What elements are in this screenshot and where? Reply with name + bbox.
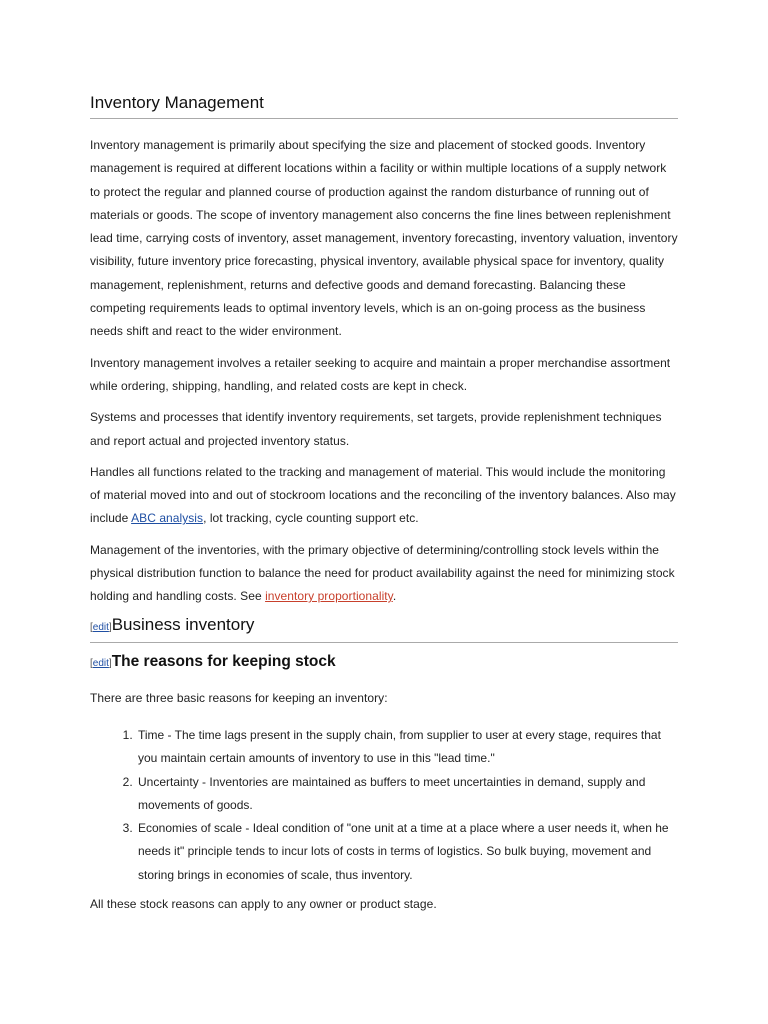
paragraph-systems: Systems and processes that identify inventory requirements, set targets, provide replenishment techniques and report actual and projected inventory status. — [90, 410, 662, 448]
text: Management of the inventories, with the primary objective of determining/controlling stock levels within the physical distribution function to balance the need for product availability against the need for minimizing stock holding and handling costs. See — [90, 542, 675, 604]
paragraph-retailer: Inventory management involves a retailer seeking to acquire and maintain a proper merchandise assortment while ordering, shipping, handling, and related costs are kept in check. — [90, 355, 671, 393]
edit-link[interactable]: edit — [92, 621, 109, 633]
page-title: Inventory Management — [90, 92, 678, 119]
list-item: 2. Uncertainty - Inventories are maintained as buffers to meet uncertainties in demand, supply and movements of goods. — [136, 771, 678, 818]
inventory-proportionality-link[interactable]: inventory proportionality — [265, 589, 393, 604]
section-heading-business-inventory — [90, 614, 678, 643]
paragraph-functions — [90, 461, 678, 531]
bracket-close: ] — [108, 621, 112, 633]
edit-bracket — [90, 622, 112, 633]
closing-paragraph: All these stock reasons can apply to any owner or product stage. — [90, 897, 437, 912]
abc-analysis-link[interactable]: ABC analysis — [131, 511, 204, 526]
paragraph-management — [90, 539, 678, 609]
text: , lot tracking, cycle counting support etc. — [203, 511, 419, 526]
bracket-open: [ — [90, 621, 93, 633]
bracket-open: [ — [90, 657, 93, 669]
edit-link[interactable]: edit — [92, 657, 109, 669]
document-page — [90, 92, 678, 916]
list-item: 1. Time - The time lags present in the supply chain, from supplier to user at every stage, requires that you maintain certain amounts of inventory to use in this "lead time." — [136, 724, 678, 771]
reasons-intro: There are three basic reasons for keeping an inventory: — [90, 690, 388, 705]
reasons-list — [90, 724, 678, 887]
bracket-close: ] — [108, 657, 112, 669]
section-heading-reasons — [90, 651, 678, 675]
text: Handles all functions related to the tracking and management of material. This would include the monitoring of material moved into and out of stockroom locations and the reconciling of the inventory balances. Also may include — [90, 464, 676, 526]
paragraph-intro: Inventory management is primarily about specifying the size and placement of stocked goods. Inventory management is required at different locations within a facility or within multiple locations of a supply network to protect the regular and planned course of production against the random disturbance of running out of materials or goods. The scope of inventory management also concerns the fine lines between replenishment lead time, carrying costs of inventory, asset management, inventory forecasting, inventory valuation, inventory visibility, future inventory price forecasting, physical inventory, available physical space for inventory, quality management, replenishment, returns and defective goods and demand forecasting. Balancing these competing requirements leads to optimal inventory levels, which is an on-going process as the business needs shift and react to the wider environment. — [90, 138, 678, 339]
list-item: 3. Economies of scale - Ideal condition of "one unit at a time at a place where a user needs it, when he needs it" principle tends to incur lots of costs in terms of logistics. So bulk buying, movement and storing brings in economies of scale, thus inventory. — [136, 817, 678, 887]
heading-text: Business inventory — [111, 614, 255, 634]
text: . — [392, 589, 397, 604]
edit-bracket — [90, 658, 112, 669]
heading-text: The reasons for keeping stock — [111, 652, 336, 670]
